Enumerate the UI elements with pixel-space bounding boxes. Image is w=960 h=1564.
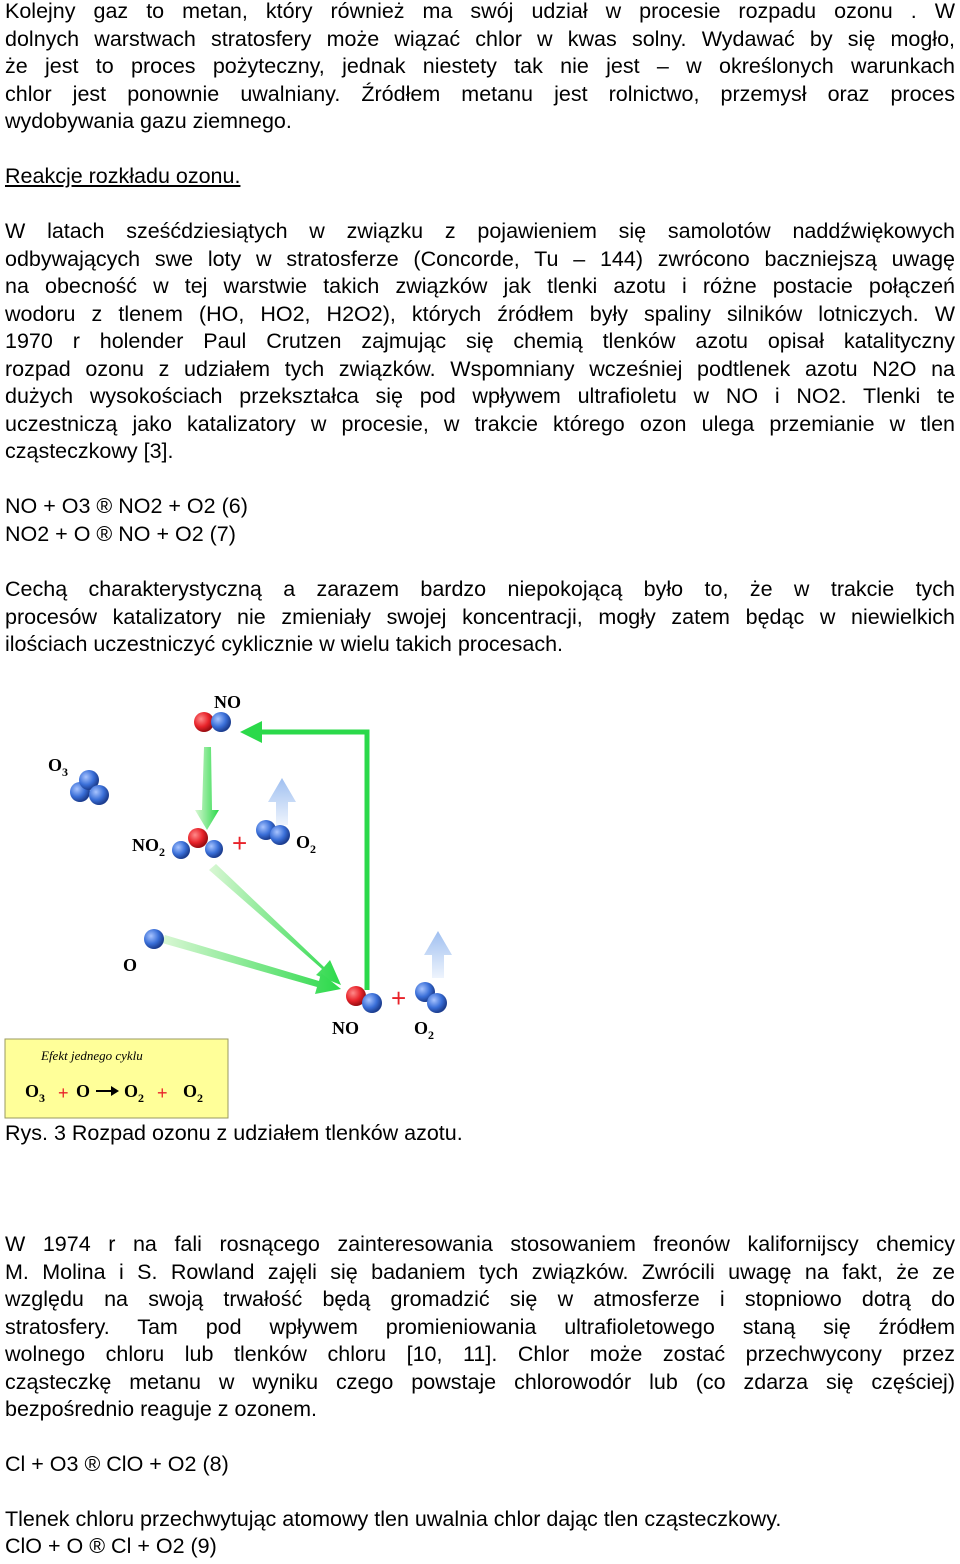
arrow-o2-bottom-up [424, 931, 452, 978]
text-line: 1970 r holender Paul Crutzen zajmując się chemią tlenków azotu opisał katalityczny [5, 329, 955, 353]
label-o: O [123, 955, 138, 975]
text-line: stratosfery. Tam pod wpływem promieniowania ultrafioletowego staną się źródłem [5, 1314, 955, 1339]
molecule-o3 [70, 770, 109, 805]
paragraph-freons [5, 1231, 955, 1424]
text-line: Kolejny gaz to metan, który również ma swój udział w procesie rozpadu ozonu . W [5, 0, 955, 23]
equation-9: ClO + O ® Cl + O2 (9) [5, 1534, 217, 1558]
cycle-effect-box [5, 1039, 228, 1118]
section-link[interactable]: Reakcje rozkładu ozonu. [5, 164, 241, 188]
text-line: W 1974 r na fali rosnącego zainteresowania stosowaniem freonów kalifornijscy chemicy [5, 1232, 955, 1256]
legend-o2: $O_2$ [124, 1081, 145, 1105]
arrow-o-to-no [162, 935, 341, 994]
molecule-no-bottom [346, 986, 382, 1013]
molecule-no2 [172, 828, 223, 859]
text-line: procesów katalizatory nie zmieniały swojej koncentracji, mogły zatem będąc w niewielkich [5, 604, 955, 629]
text-line: uczestniczą jako katalizatory w procesie, w trakcie którego ozon ulega przemianie w tlen [5, 411, 955, 436]
arrow-o2-up [268, 778, 296, 825]
legend-o2b: $O_2$ [183, 1081, 204, 1105]
paragraph-chlorine-oxide: Tlenek chloru przechwytując atomowy tlen uwalnia chlor dając tlen cząsteczkowy. [5, 1507, 782, 1531]
text-line: wydobywania gazu ziemnego. [5, 109, 292, 133]
text-line: na obecność w tej warstwie takich związków jak tlenki azotu i różne postacie połączeń [5, 274, 955, 298]
text-line: że jest to proces pożyteczny, jednak niestety tak nie jest – w określonych warunkach [5, 54, 955, 78]
arrow-no2-to-no [209, 864, 341, 985]
figure-caption: Rys. 3 Rozpad ozonu z udziałem tlenków azotu. [5, 1121, 463, 1145]
paragraph-catalyst [5, 576, 955, 659]
molecule-o2-bottom [415, 982, 447, 1013]
text-line: względu na swoją trwałość będą gromadzić się w atmosferze i stopniowo dotrą do [5, 1287, 955, 1311]
paragraph-nitrogen-oxides [5, 218, 955, 466]
text-line: M. Molina i S. Rowland zajęli się badaniem tych związków. Zwrócili uwagę na fakt, że ze [5, 1259, 955, 1284]
text-line: cząsteczkę metanu w wyniku czego powstaje chlorowodór lub (co zdarza się częściej) [5, 1369, 955, 1394]
text-line: wodoru z tlenem (HO, HO2, H2O2), których źródłem były spaliny silników lotniczych. W [5, 301, 955, 326]
molecule-no-top [194, 712, 231, 732]
intro-paragraph [5, 0, 955, 136]
label-no2: $NO_2$ [132, 835, 165, 859]
text-line: odbywających swe loty w stratosferze (Concorde, Tu – 144) zwrócono baczniejszą uwagę [5, 246, 955, 271]
text-line: wolnego chloru lub tlenków chloru [10, 11]. Chlor może zostać przechwycony przez [5, 1342, 955, 1366]
label-no-bottom: NO [332, 1018, 359, 1038]
legend-plus: + [58, 1083, 69, 1103]
text-line: Cechą charakterystyczną a zarazem bardzo niepokojącą było to, że w trakcie tych [5, 577, 955, 601]
label-o3: $O_3$ [48, 755, 69, 779]
text-line: dużych wysokościach przekształca się pod wpływem ultrafioletu w NO i NO2. Tlenki te [5, 384, 955, 408]
label-o2-top: $O_2$ [296, 832, 317, 856]
text-line: dolnych warstwach stratosfery może wiązać chlor w kwas solny. Wydawać by się mogło, [5, 26, 955, 51]
plus-sign: + [391, 983, 407, 1013]
text-line: rozpad ozonu z udziałem tych związków. Wspomniany wcześniej podtlenek azotu N2O na [5, 356, 955, 381]
text-line: chlor jest ponownie uwalniany. Źródłem metanu jest rolnictwo, przemysł oraz proces [5, 81, 955, 106]
text-line: W latach sześćdziesiątych w związku z pojawieniem się samolotów naddźwiękowych [5, 219, 955, 243]
equation-7: NO2 + O ® NO + O2 (7) [5, 522, 236, 546]
arrow-no-down [195, 747, 219, 830]
legend-o: O [76, 1081, 91, 1101]
text-line: ilościach uczestniczyć cyklicznie w wielu takich procesach. [5, 632, 564, 656]
label-no-top: NO [214, 692, 241, 712]
atom-o [144, 929, 164, 949]
text-line: bezpośrednio reaguje z ozonem. [5, 1397, 317, 1421]
equation-6: NO + O3 ® NO2 + O2 (6) [5, 494, 248, 518]
cycle-effect-title: Efekt jednego cyklu [41, 1048, 143, 1063]
equation-8: Cl + O3 ® ClO + O2 (8) [5, 1452, 229, 1476]
ozone-decomposition-diagram [0, 685, 470, 1125]
legend-plus: + [157, 1083, 168, 1103]
legend-o3: $O_3$ [25, 1081, 46, 1105]
plus-sign: + [232, 828, 248, 858]
text-line: cząsteczkowy [3]. [5, 439, 174, 463]
label-o2-bottom: $O_2$ [414, 1018, 435, 1042]
